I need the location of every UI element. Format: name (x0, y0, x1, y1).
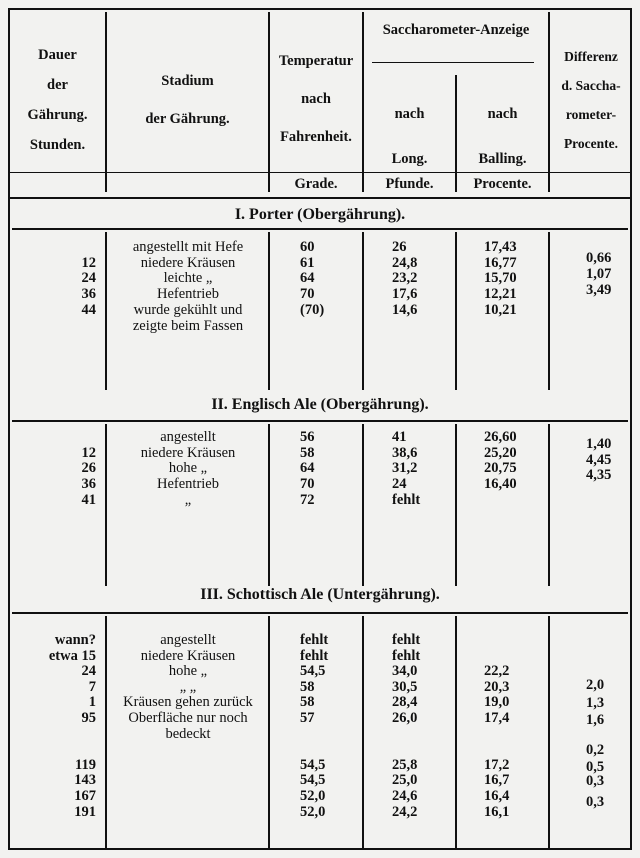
cell-temp: 72 (300, 491, 315, 508)
cell-balling: 26,60 (484, 429, 517, 445)
unit-grade: Grade. (294, 176, 338, 192)
sacch-rule (372, 62, 534, 63)
cell-long: 26,0 (392, 710, 418, 726)
cell-stadium: angestellt (160, 429, 216, 445)
cell-long: 24,2 (392, 803, 418, 820)
header-line: Fahrenheit. (280, 129, 352, 145)
cell-long: fehlt (392, 632, 421, 648)
cell-long: fehlt (392, 647, 421, 664)
cell-long: 25,8 (392, 756, 418, 773)
cell-dauer: 12 (81, 444, 96, 461)
header-line: nach (394, 106, 425, 122)
cell-temp: 58 (300, 678, 315, 695)
section-title: I. Porter (Obergährung). (234, 206, 406, 223)
cell-balling: 16,4 (484, 788, 510, 804)
cell-dauer: 1 (88, 694, 96, 711)
section-rule (12, 228, 628, 230)
cell-long: 25,0 (392, 772, 418, 789)
header-line: nach (301, 91, 331, 107)
cell-long: 17,6 (392, 286, 418, 303)
cell-differenz: 0,2 (586, 741, 605, 758)
cell-dauer: 41 (81, 491, 96, 508)
cell-dauer: 44 (81, 301, 96, 318)
cell-temp: 57 (300, 710, 315, 726)
cell-balling: 16,1 (484, 803, 510, 820)
cell-dauer: 191 (74, 803, 96, 820)
cell-stadium: hohe „ (168, 663, 208, 680)
cell-balling: 25,20 (484, 444, 517, 461)
cell-balling: 17,4 (484, 710, 510, 726)
col-divider (548, 424, 550, 586)
cell-stadium: Hefentrieb (157, 476, 219, 493)
col-divider (548, 232, 550, 390)
cell-dauer: 24 (81, 270, 96, 287)
cell-stadium: niedere Kräusen (140, 254, 236, 271)
cell-balling: 16,40 (484, 476, 517, 493)
cell-dauer: wann? (54, 632, 96, 648)
header-line: Stunden. (29, 137, 86, 153)
cell-long: 41 (392, 429, 407, 445)
cell-stadium: „ „ (179, 678, 197, 695)
cell-long: 38,6 (392, 444, 418, 461)
cell-dauer: 95 (81, 710, 96, 726)
header-differenz (550, 42, 632, 158)
col-divider (268, 616, 270, 850)
cell-temp: 52,0 (300, 788, 326, 804)
section-rule (12, 420, 628, 422)
cell-differenz: 3,49 (586, 282, 612, 298)
cell-stadium: angestellt mit Hefe (132, 239, 244, 255)
header-line: Stadium (161, 73, 214, 89)
header-dauer (10, 40, 105, 160)
cell-long: 24 (392, 476, 407, 493)
cell-long: 24,6 (392, 788, 418, 804)
cell-differenz: 2,0 (586, 677, 605, 693)
cell-stadium: niedere Kräusen (140, 647, 236, 664)
cell-temp: 64 (300, 270, 315, 287)
cell-dauer: 36 (81, 476, 96, 493)
header-stadium (107, 62, 268, 138)
cell-stadium: hohe „ (168, 460, 208, 477)
cell-differenz: 4,45 (586, 451, 612, 468)
col-divider (455, 616, 457, 850)
cell-dauer: 7 (88, 678, 96, 695)
header-temperatur (270, 42, 362, 156)
col-divider (455, 232, 457, 390)
col-divider (362, 424, 364, 586)
header-line: Procente. (563, 136, 619, 151)
cell-differenz: 0,3 (586, 773, 605, 790)
section-title: III. Schottisch Ale (Untergährung). (200, 586, 440, 603)
cell-temp: 70 (300, 286, 315, 303)
header-saccharometer: Saccharometer-Anzeige (382, 22, 530, 38)
cell-long: 23,2 (392, 270, 418, 287)
cell-balling: 22,2 (484, 663, 510, 680)
cell-long: 26 (392, 239, 407, 255)
cell-balling: 16,7 (484, 772, 510, 789)
cell-dauer: 167 (74, 788, 96, 804)
cell-differenz: 1,40 (586, 436, 612, 452)
cell-stadium: leichte „ (163, 270, 213, 287)
col-divider (362, 232, 364, 390)
cell-dauer: 26 (81, 460, 96, 477)
cell-long: 24,8 (392, 254, 418, 271)
cell-stadium: Kräusen gehen zurück (123, 694, 253, 711)
cell-dauer: 12 (81, 254, 96, 271)
section-title: II. Englisch Ale (Obergährung). (211, 396, 429, 413)
col-divider (362, 616, 364, 850)
header-line: Differenz (564, 49, 618, 64)
cell-stadium: wurde gekühlt und (133, 301, 243, 318)
col-divider (105, 424, 107, 586)
cell-stadium: niedere Kräusen (140, 444, 236, 461)
cell-temp: 52,0 (300, 803, 326, 820)
cell-stadium: Hefentrieb (157, 286, 219, 303)
cell-temp: fehlt (300, 632, 329, 648)
cell-differenz: 4,35 (586, 467, 612, 483)
cell-differenz: 0,66 (586, 250, 612, 266)
cell-balling: 20,3 (484, 678, 510, 695)
unit-pfunde: Pfunde. (385, 176, 434, 192)
header-rule (10, 197, 630, 199)
cell-long: 34,0 (392, 663, 418, 680)
cell-temp: 70 (300, 476, 315, 493)
col-divider (105, 232, 107, 390)
section-rule (12, 612, 628, 614)
cell-balling: 17,43 (484, 239, 517, 255)
cell-differenz: 1,3 (586, 694, 605, 711)
header-line: rometer- (565, 107, 617, 122)
cell-stadium: bedeckt (165, 725, 211, 742)
cell-differenz: 1,07 (586, 266, 612, 282)
cell-balling: 20,75 (484, 460, 517, 477)
header-line: d. Saccha- (561, 78, 621, 93)
cell-dauer: 24 (81, 663, 96, 680)
header-line: Balling. (478, 151, 527, 167)
cell-stadium: „ (184, 491, 192, 508)
header-long (364, 92, 455, 182)
cell-temp: (70) (300, 301, 325, 318)
cell-balling: 19,0 (484, 694, 510, 711)
cell-balling: 17,2 (484, 756, 510, 773)
col-divider (268, 232, 270, 390)
cell-dauer: 36 (81, 286, 96, 303)
cell-dauer: 119 (75, 756, 96, 773)
cell-long: fehlt (392, 491, 421, 508)
cell-dauer: etwa 15 (48, 647, 96, 664)
cell-balling: 10,21 (484, 301, 517, 318)
cell-stadium: zeigte beim Fassen (132, 317, 244, 334)
col-divider (105, 616, 107, 850)
cell-stadium: Oberfläche nur noch (128, 710, 248, 726)
cell-temp: 54,5 (300, 663, 326, 680)
cell-differenz: 1,6 (586, 712, 605, 728)
cell-dauer: 143 (74, 772, 96, 789)
cell-temp: 64 (300, 460, 315, 477)
col-divider (548, 616, 550, 850)
cell-temp: 61 (300, 254, 315, 271)
cell-long: 30,5 (392, 678, 418, 695)
cell-differenz: 0,3 (586, 794, 605, 811)
col-divider (268, 424, 270, 586)
header-line: Long. (391, 151, 428, 167)
cell-temp: 58 (300, 444, 315, 461)
header-line: Dauer (38, 47, 77, 63)
cell-balling: 12,21 (484, 286, 517, 303)
cell-long: 28,4 (392, 694, 418, 711)
header-line: der Gährung. (145, 111, 230, 127)
unit-procente: Procente. (473, 176, 532, 192)
cell-temp: 60 (300, 239, 315, 255)
col-divider (455, 424, 457, 586)
header-line: nach (487, 106, 518, 122)
cell-temp: fehlt (300, 647, 329, 664)
cell-balling: 15,70 (484, 270, 517, 287)
header-balling (457, 92, 548, 182)
cell-stadium: angestellt (160, 632, 216, 648)
cell-long: 14,6 (392, 301, 418, 318)
header-line: Temperatur (278, 53, 354, 69)
rule-top (8, 8, 632, 10)
cell-temp: 54,5 (300, 756, 326, 773)
header-line: Gährung. (27, 107, 88, 123)
cell-long: 31,2 (392, 460, 418, 477)
cell-temp: 58 (300, 694, 315, 711)
cell-balling: 16,77 (484, 254, 517, 271)
cell-temp: 54,5 (300, 772, 326, 789)
cell-differenz: 0,5 (586, 759, 605, 776)
cell-temp: 56 (300, 429, 315, 445)
header-line: der (47, 77, 68, 93)
